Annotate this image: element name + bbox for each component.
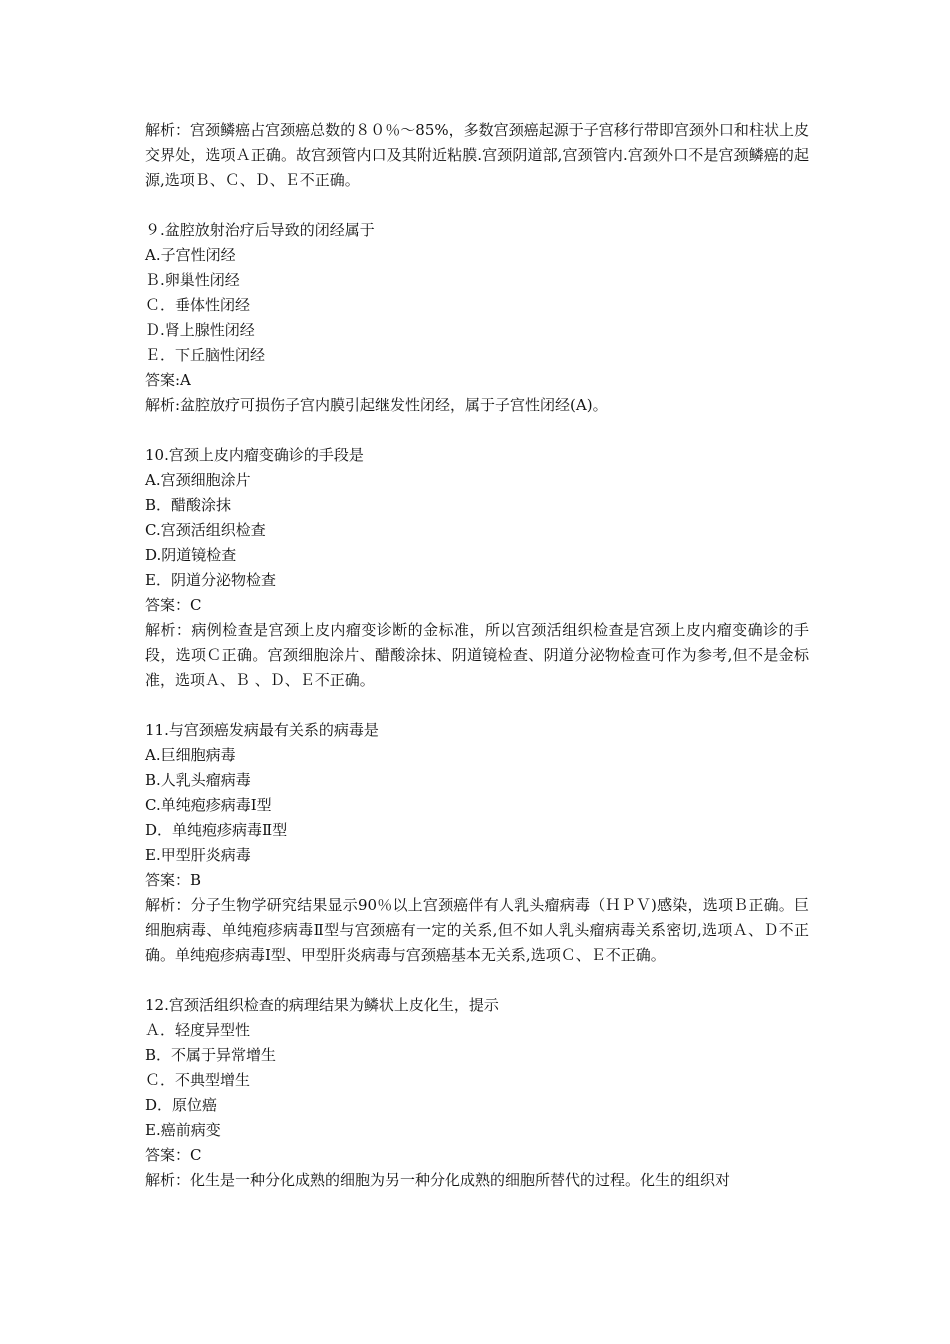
option-b: B．不属于异常增生	[145, 1046, 277, 1064]
analysis: 解析：分子生物学研究结果显示90％以上宫颈癌伴有人乳头瘤病毒（ＨＰＶ)感染，选项Ｂ正确。巨细胞病毒、单纯疱疹病毒Ⅱ型与宫颈癌有一定的关系,但不如人乳头瘤病毒关系密切,选项Ａ、Ｄ不正确。单纯疱疹病毒Ⅰ型、甲型肝炎病毒与宫颈癌基本无关系,选项Ｃ、Ｅ不正确。	[145, 896, 809, 964]
option-a: A.子宫性闭经	[145, 246, 236, 264]
spacer	[145, 193, 809, 218]
question-9	[145, 218, 809, 418]
option-c: C.单纯疱疹病毒Ⅰ型	[145, 796, 272, 814]
answer: 答案：C	[145, 596, 202, 614]
option-a: A.巨细胞病毒	[145, 746, 236, 764]
analysis: 解析：病例检查是宫颈上皮内瘤变诊断的金标准，所以宫颈活组织检查是宫颈上皮内瘤变确诊的手段，选项Ｃ正确。宫颈细胞涂片、醋酸涂抹、阴道镜检查、阴道分泌物检查可作为参考,但不是金标准，选项Ａ、Ｂ 、Ｄ、Ｅ不正确。	[145, 621, 809, 689]
question-stem: 10.宫颈上皮内瘤变确诊的手段是	[145, 446, 364, 464]
question-stem: 11.与宫颈癌发病最有关系的病毒是	[145, 721, 379, 739]
document-page	[145, 118, 809, 1193]
question-12	[145, 993, 809, 1193]
answer: 答案:A	[145, 371, 191, 389]
option-a: Ａ．轻度异型性	[145, 1021, 251, 1039]
answer: 答案：C	[145, 1146, 202, 1164]
option-b: Ｂ.卵巢性闭经	[145, 271, 240, 289]
option-b: B.人乳头瘤病毒	[145, 771, 251, 789]
option-c: Ｃ．垂体性闭经	[145, 296, 251, 314]
option-e: E．阴道分泌物检查	[145, 571, 276, 589]
option-d: D.阴道镜检查	[145, 546, 237, 564]
option-e: Ｅ．下丘脑性闭经	[145, 346, 266, 364]
spacer	[145, 418, 809, 443]
option-c: Ｃ．不典型增生	[145, 1071, 251, 1089]
option-a: A.宫颈细胞涂片	[145, 471, 251, 489]
option-c: C.宫颈活组织检查	[145, 521, 266, 539]
option-d: Ｄ.肾上腺性闭经	[145, 321, 255, 339]
answer: 答案：B	[145, 871, 202, 889]
question-10	[145, 443, 809, 693]
question-stem: 12.宫颈活组织检查的病理结果为鳞状上皮化生，提示	[145, 996, 499, 1014]
option-e: E.甲型肝炎病毒	[145, 846, 251, 864]
spacer	[145, 693, 809, 718]
question-11	[145, 718, 809, 968]
analysis: 解析:盆腔放疗可损伤子宫内膜引起继发性闭经，属于子宫性闭经(A)。	[145, 396, 608, 414]
spacer	[145, 968, 809, 993]
option-d: D．原位癌	[145, 1096, 218, 1114]
option-e: E.癌前病变	[145, 1121, 221, 1139]
option-b: B．醋酸涂抹	[145, 496, 232, 514]
option-d: D．单纯疱疹病毒Ⅱ型	[145, 821, 288, 839]
analysis: 解析：化生是一种分化成熟的细胞为另一种分化成熟的细胞所替代的过程。化生的组织对	[145, 1171, 731, 1189]
question-stem: ９.盆腔放射治疗后导致的闭经属于	[145, 221, 375, 239]
intro-analysis: 解析：宫颈鳞癌占宫颈癌总数的８０％～85%，多数宫颈癌起源于子宫移行带即宫颈外口和柱状上皮交界处，选项Ａ正确。故宫颈管内口及其附近粘膜.宫颈阴道部,宫颈管内.宫颈外口不是宫颈鳞癌的起源,选项Ｂ、Ｃ、Ｄ、Ｅ不正确。	[145, 121, 809, 189]
